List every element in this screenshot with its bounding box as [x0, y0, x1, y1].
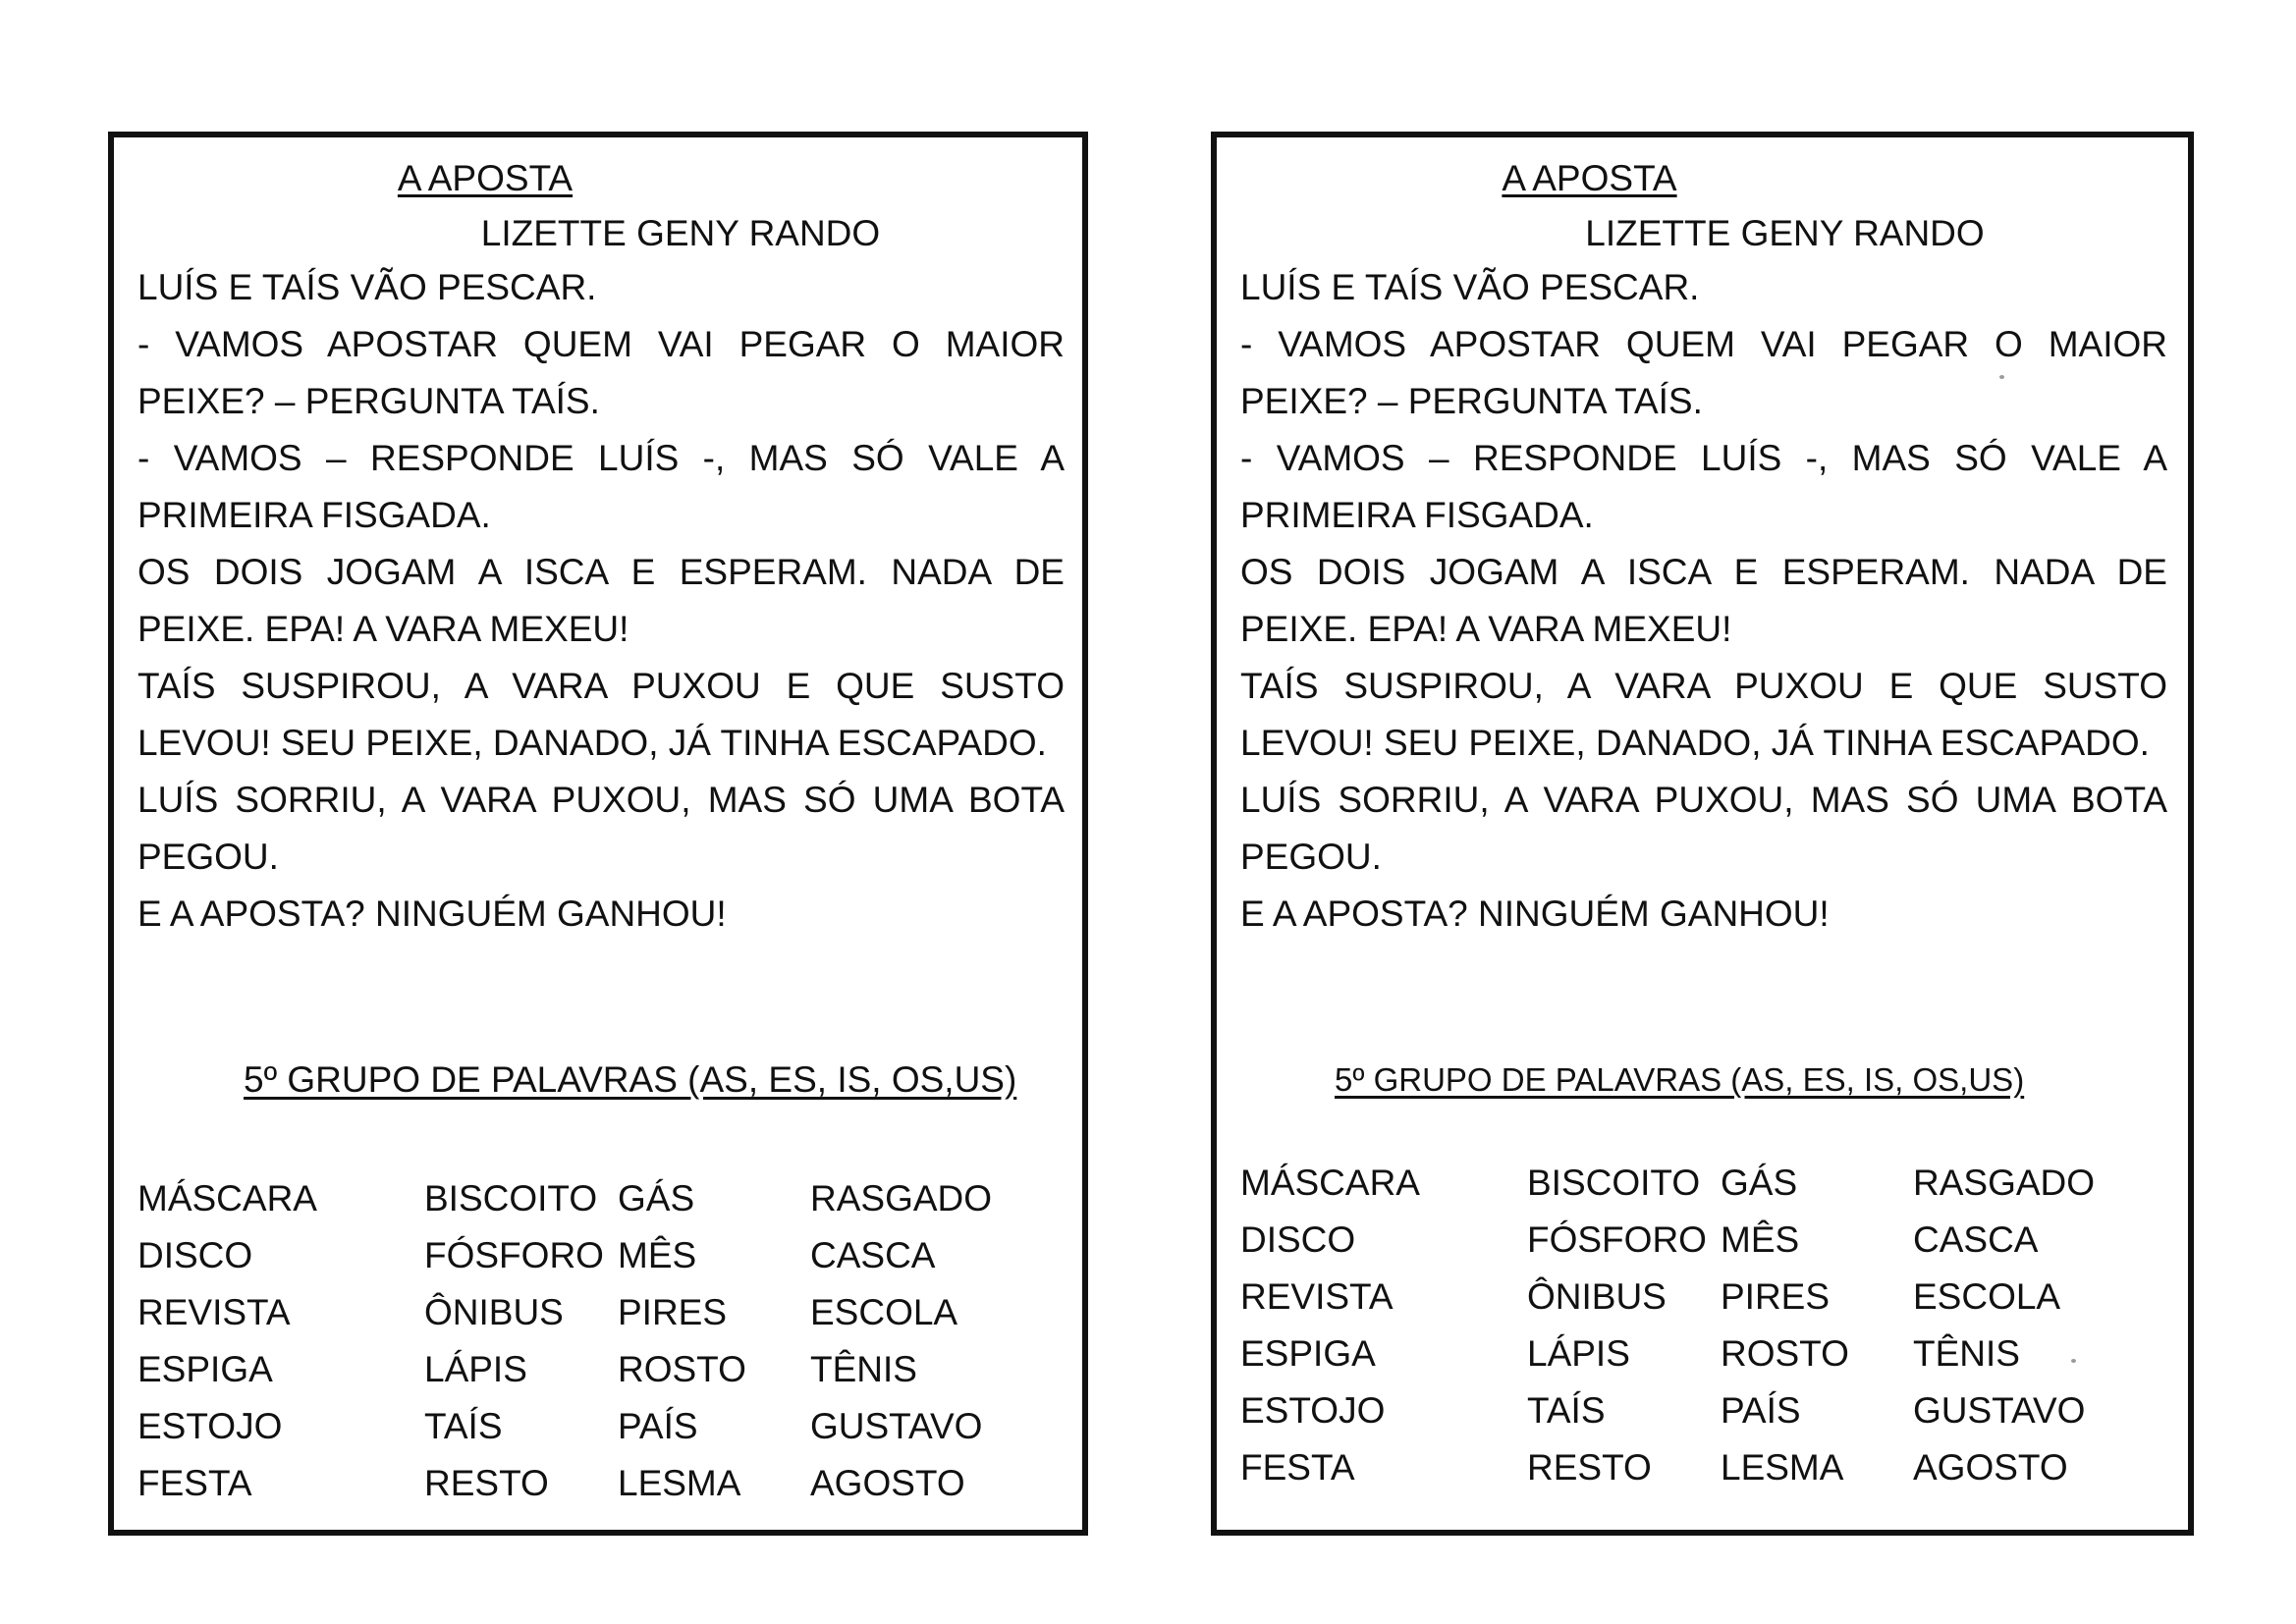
word: MÁSCARA: [137, 1178, 317, 1218]
title-text: A APOSTA: [397, 158, 574, 198]
paragraph: - VAMOS – RESPONDE LUÍS -, MAS SÓ VALE A PRIMEIRA FISGADA.: [137, 438, 1065, 535]
word: ÔNIBUS: [1527, 1276, 1667, 1317]
word: RESTO: [1527, 1447, 1652, 1488]
author-name: LIZETTE GENY RANDO: [480, 213, 881, 253]
word: RASGADO: [1913, 1163, 2096, 1203]
paragraph: E A APOSTA? NINGUÉM GANHOU!: [137, 893, 727, 934]
paragraph: LUÍS SORRIU, A VARA PUXOU, MAS SÓ UMA BOTA PEGOU.: [137, 780, 1065, 877]
word: ESTOJO: [1240, 1390, 1386, 1431]
paragraph: LUÍS E TAÍS VÃO PESCAR.: [1240, 267, 1700, 307]
word: LESMA: [618, 1463, 741, 1503]
scan-speck: [2071, 1359, 2076, 1363]
word: TÊNIS: [810, 1349, 917, 1389]
word: CASCA: [1913, 1219, 2039, 1260]
word: ÔNIBUS: [424, 1292, 564, 1332]
reading-card-left: [108, 132, 1088, 1536]
word: ESCOLA: [1913, 1276, 2061, 1317]
word: FESTA: [1240, 1447, 1355, 1488]
word: LESMA: [1721, 1447, 1844, 1488]
word: REVISTA: [1240, 1276, 1394, 1317]
reading-card-right: [1211, 132, 2194, 1536]
word: FESTA: [137, 1463, 252, 1503]
word: MÊS: [618, 1235, 697, 1275]
word: PIRES: [1721, 1276, 1831, 1317]
word-group-heading: 5º GRUPO DE PALAVRAS (AS, ES, IS, OS,US): [1335, 1061, 2025, 1098]
word: ROSTO: [618, 1349, 746, 1389]
word-list: [1240, 1155, 2129, 1496]
word: CASCA: [810, 1235, 936, 1275]
word: ESPIGA: [1240, 1333, 1376, 1374]
word: DISCO: [137, 1235, 253, 1275]
word: RESTO: [424, 1463, 549, 1503]
paragraph: LUÍS E TAÍS VÃO PESCAR.: [137, 267, 597, 307]
word: PAÍS: [1721, 1390, 1801, 1431]
word: REVISTA: [137, 1292, 291, 1332]
card-title: [1217, 157, 2188, 200]
author-name: LIZETTE GENY RANDO: [1585, 213, 1985, 253]
card-title: [114, 157, 1082, 200]
word: PIRES: [618, 1292, 728, 1332]
paragraph: TAÍS SUSPIROU, A VARA PUXOU E QUE SUSTO LEVOU! SEU PEIXE, DANADO, JÁ TINHA ESCAPADO.: [137, 666, 1065, 763]
paragraph: TAÍS SUSPIROU, A VARA PUXOU E QUE SUSTO LEVOU! SEU PEIXE, DANADO, JÁ TINHA ESCAPADO.: [1240, 666, 2167, 763]
word: GUSTAVO: [1913, 1390, 2086, 1431]
word: DISCO: [1240, 1219, 1356, 1260]
paragraph: OS DOIS JOGAM A ISCA E ESPERAM. NADA DE PEIXE. EPA! A VARA MEXEU!: [1240, 552, 2167, 649]
word: GÁS: [1721, 1163, 1798, 1203]
word: AGOSTO: [1913, 1447, 2068, 1488]
word: MÊS: [1721, 1219, 1800, 1260]
word: TAÍS: [424, 1406, 503, 1446]
word-group-heading: 5º GRUPO DE PALAVRAS (AS, ES, IS, OS,US): [244, 1059, 1017, 1100]
paragraph: E A APOSTA? NINGUÉM GANHOU!: [1240, 893, 1830, 934]
paragraph: OS DOIS JOGAM A ISCA E ESPERAM. NADA DE PEIXE. EPA! A VARA MEXEU!: [137, 552, 1065, 649]
scan-speck: [1999, 375, 2004, 379]
word: GÁS: [618, 1178, 695, 1218]
paragraph: - VAMOS – RESPONDE LUÍS -, MAS SÓ VALE A PRIMEIRA FISGADA.: [1240, 438, 2167, 535]
paragraph: - VAMOS APOSTAR QUEM VAI PEGAR O MAIOR PEIXE? – PERGUNTA TAÍS.: [1240, 324, 2167, 421]
word: ESPIGA: [137, 1349, 273, 1389]
paragraph: - VAMOS APOSTAR QUEM VAI PEGAR O MAIOR PEIXE? – PERGUNTA TAÍS.: [137, 324, 1065, 421]
story-text: [137, 259, 1065, 943]
word-list: [137, 1170, 1026, 1512]
word: BISCOITO: [1527, 1163, 1701, 1203]
word: MÁSCARA: [1240, 1163, 1420, 1203]
word: LÁPIS: [424, 1349, 527, 1389]
word: BISCOITO: [424, 1178, 598, 1218]
word: PAÍS: [618, 1406, 698, 1446]
title-text: A APOSTA: [1502, 158, 1677, 198]
word: LÁPIS: [1527, 1333, 1630, 1374]
word: TÊNIS: [1913, 1333, 2020, 1374]
word: FÓSFORO: [424, 1235, 604, 1275]
word: RASGADO: [810, 1178, 993, 1218]
word: AGOSTO: [810, 1463, 965, 1503]
word: GUSTAVO: [810, 1406, 983, 1446]
word: ESCOLA: [810, 1292, 958, 1332]
story-text: [1240, 259, 2167, 943]
paragraph: LUÍS SORRIU, A VARA PUXOU, MAS SÓ UMA BOTA PEGOU.: [1240, 780, 2167, 877]
word: FÓSFORO: [1527, 1219, 1707, 1260]
word: ESTOJO: [137, 1406, 283, 1446]
word: ROSTO: [1721, 1333, 1849, 1374]
word: TAÍS: [1527, 1390, 1606, 1431]
